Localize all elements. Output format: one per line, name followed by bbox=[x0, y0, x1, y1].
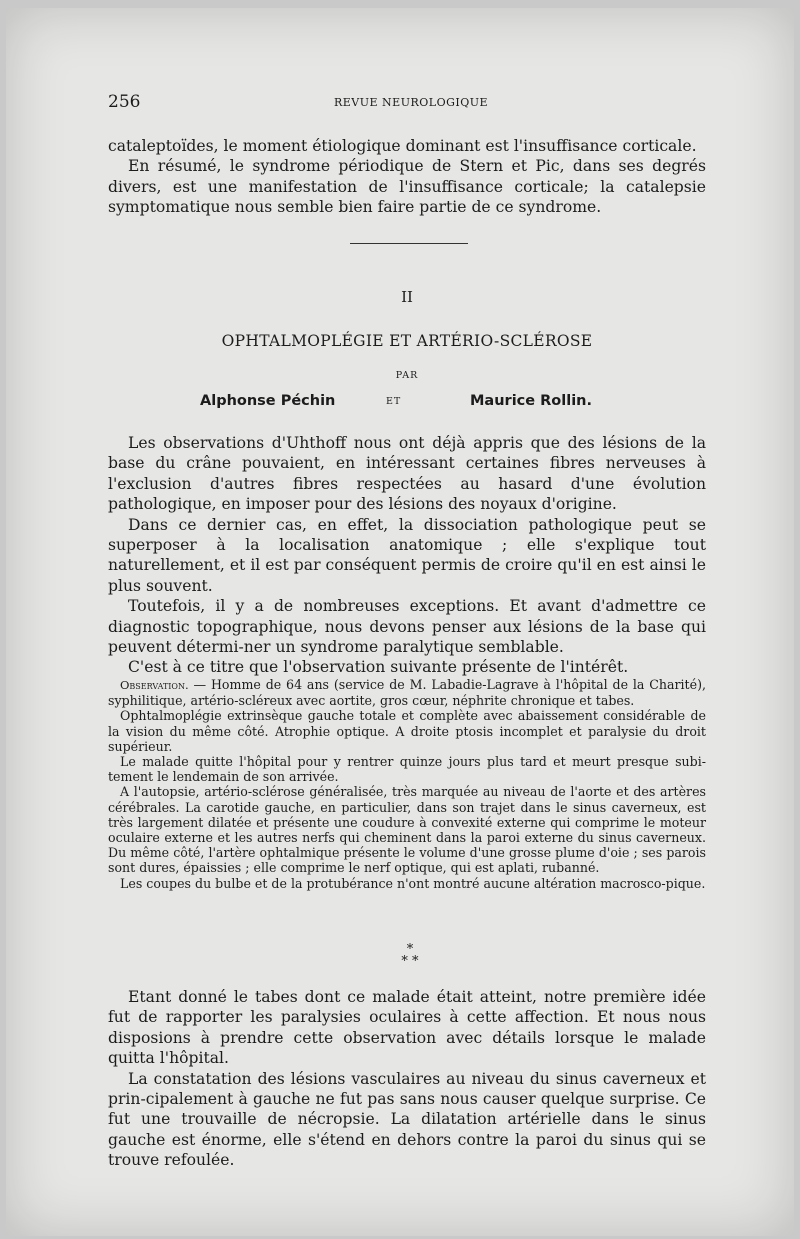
author-conjunction: ET bbox=[386, 396, 402, 407]
conclusion-paragraph-2: La constatation des lésions vasculaires au niveau du sinus caverneux et prin-cipalement à gauche ne fut pas sans nous causer quelque surprise. Ce fut une trouvaille de nécropsie. La dilatation artérielle dans le sinus gauche est énorme, elle s'étend en dehors contre la paroi du sinus qui se trouve refoulée. bbox=[108, 1069, 706, 1170]
observation-paragraph-3: Le malade quitte l'hôpital pour y rentrer quinze jours plus tard et meurt presque subi-tement le lendemain de son arrivée. bbox=[108, 754, 706, 785]
article-body bbox=[108, 433, 706, 678]
asterism bbox=[390, 944, 430, 972]
observation-block bbox=[108, 677, 706, 891]
running-title: REVUE NEUROLOGIQUE bbox=[334, 96, 489, 109]
intro-text bbox=[108, 136, 706, 218]
authors-line bbox=[108, 393, 706, 415]
intro-paragraph-2: En résumé, le syndrome périodique de Stern et Pic, dans ses degrés divers, est une manifestation de l'insuffisance corticale; la catalepsie symptomatique nous semble bien faire partie de ce syndrome. bbox=[108, 157, 706, 217]
article-paragraph-4: C'est à ce titre que l'observation suivante présente de l'intérêt. bbox=[128, 658, 629, 677]
section-number: II bbox=[401, 288, 413, 306]
observation-paragraph-2: Ophtalmoplégie extrinsèque gauche totale et complète avec abaissement considérable de la vision du même côté. Atrophie optique. A droite ptosis incomplet et paralysie du droit supérieur. bbox=[108, 708, 706, 754]
intro-paragraph-1: cataleptoïdes, le moment étiologique dominant est l'insuffisance corticale. bbox=[108, 137, 697, 155]
observation-paragraph-1 bbox=[108, 677, 706, 708]
observation-paragraph-5: Les coupes du bulbe et de la protubérance n'ont montré aucune altération macrosco-pique. bbox=[120, 875, 706, 891]
author-pechin: Alphonse Péchin bbox=[200, 393, 336, 409]
article-paragraph-2: Dans ce dernier cas, en effet, la dissociation pathologique peut se superposer à la localisation anatomique ; elle s'explique tout naturellement, et il est par conséquent permis de croire qu'il en est ainsi le plus souvent. bbox=[108, 515, 706, 595]
observation-intro: — Homme de 64 ans (service de M. Labadie-Lagrave à l'hôpital de la Charité), syphilitique, artério-scléreux avec aortite, gros cœur, néphrite chronique et tabes. bbox=[108, 677, 706, 709]
asterism-bottom: * * bbox=[401, 954, 419, 969]
asterism-top: * bbox=[406, 942, 414, 957]
conclusion-paragraph-1: Etant donné le tabes dont ce malade était atteint, notre première idée fut de rapporter les paralysies oculaires à cette affection. Et nous nous disposions à prendre cette observation avec détails lorsque le malade quitta l'hôpital. bbox=[108, 988, 706, 1068]
article-title: OPHTALMOPLÉGIE ET ARTÉRIO-SCLÉROSE bbox=[221, 332, 593, 350]
page-header bbox=[108, 92, 708, 118]
conclusion-text bbox=[108, 987, 706, 1171]
article-paragraph-1: Les observations d'Uhthoff nous ont déjà appris que des lésions de la base du crâne pouvaient, en intéressant certaines fibres nerveuses à l'exclusion d'autres fibres respectées au hasard d'une évolution pathologique, en imposer pour des lésions des noyaux d'origine. bbox=[108, 434, 706, 514]
article-paragraph-3: Toutefois, il y a de nombreuses exceptions. Et avant d'admettre ce diagnostic topographique, nous devons penser aux lésions de la base qui peuvent détermi-ner un syndrome paralytique semblable. bbox=[108, 597, 706, 657]
page-number: 256 bbox=[108, 92, 141, 112]
observation-paragraph-4: A l'autopsie, artério-sclérose généralisée, très marquée au niveau de l'aorte et des artères cérébrales. La carotide gauche, en particulier, dans son trajet dans le sinus caverneux, est très largement dilatée et présente une coudure à convexité externe qui comprime le moteur oculaire externe et les autres nerfs qui cheminent dans la paroi externe du sinus caverneux. Du même côté, l'artère ophtalmique présente le volume d'une grosse plume d'oie ; ses parois sont dures, épaissies ; elle comprime le nerf optique, qui est aplati, rubanné. bbox=[108, 784, 706, 876]
author-rollin: Maurice Rollin. bbox=[470, 393, 593, 409]
section-divider bbox=[350, 243, 468, 244]
observation-label: Observation. bbox=[120, 678, 189, 692]
byline-par: PAR bbox=[395, 370, 419, 381]
